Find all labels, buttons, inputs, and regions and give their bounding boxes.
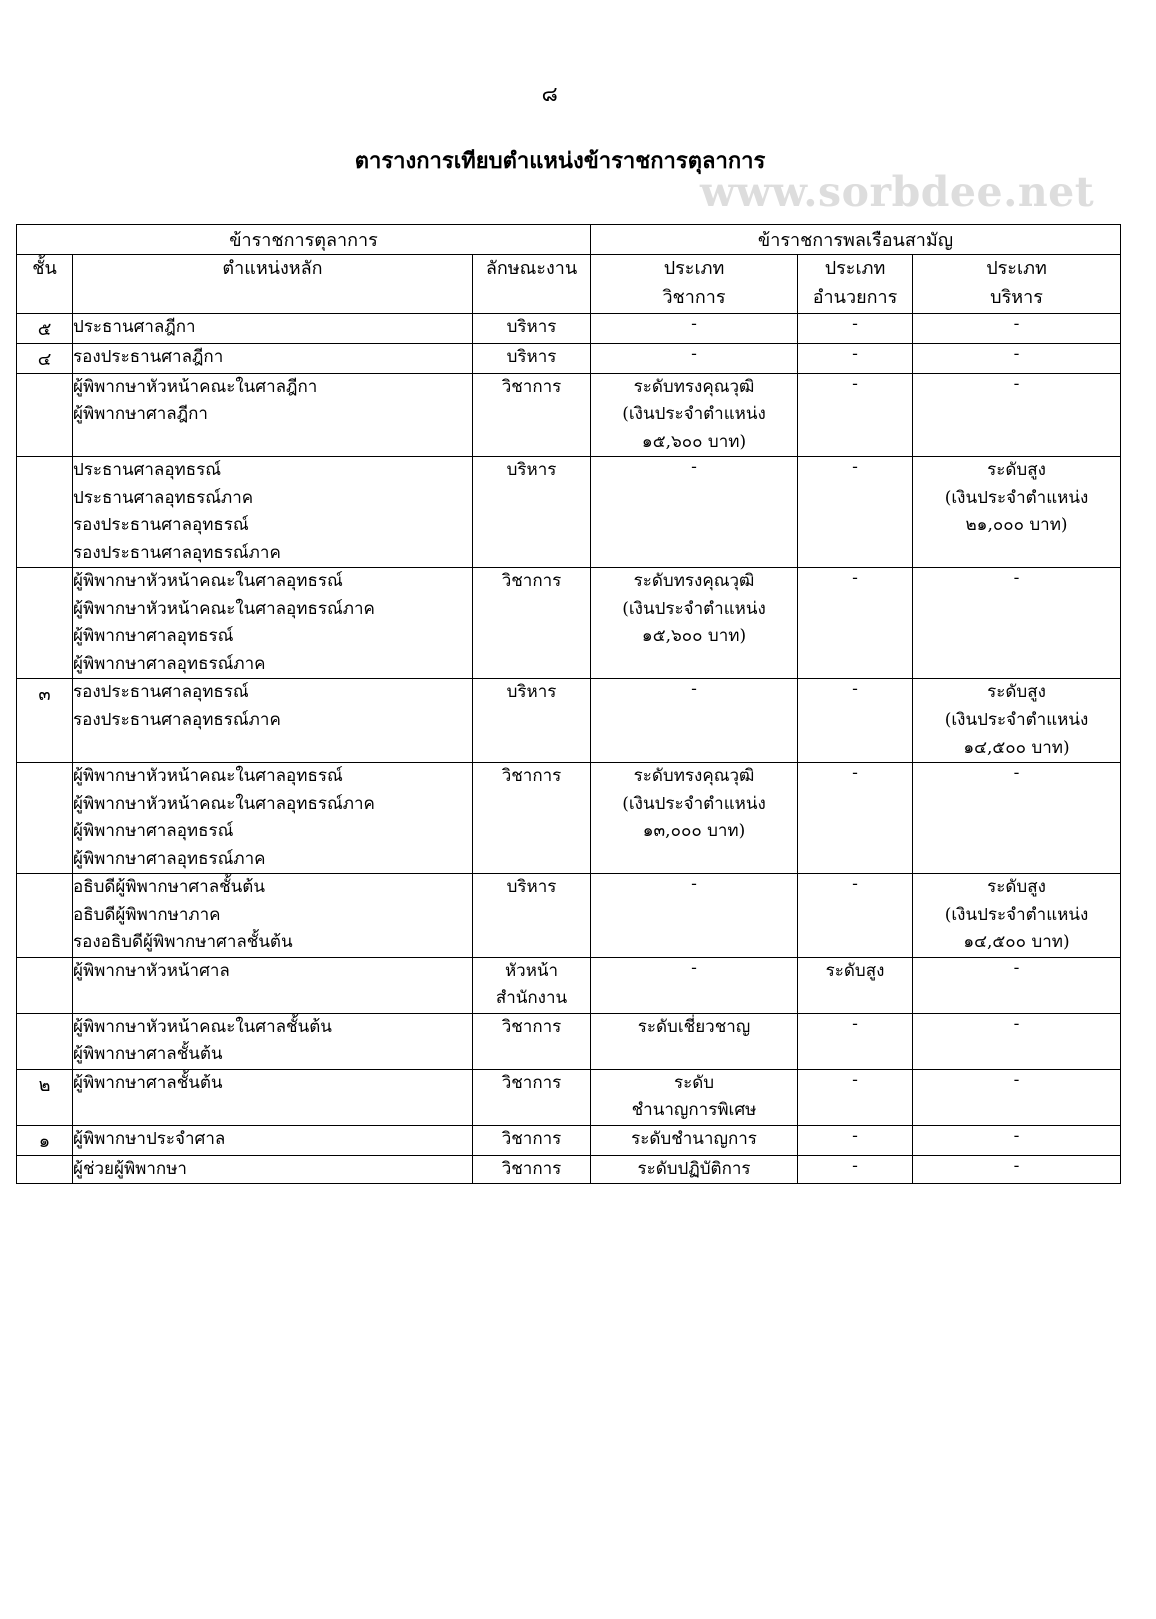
cell-academic — [591, 568, 798, 679]
page-number: ๘ — [541, 82, 559, 106]
cell-work-type — [473, 1155, 591, 1184]
position-name: ผู้พิพากษาศาลอุทธรณ์ภาค — [73, 653, 266, 674]
cell-class — [17, 763, 73, 874]
column-header-executive-line2: บริหาร — [990, 286, 1043, 308]
cell-director: - — [798, 568, 913, 679]
cell-class — [17, 373, 73, 457]
cell-class — [17, 568, 73, 679]
cell-work-type — [473, 874, 591, 958]
group-header-judicial: ข้าราชการตุลาการ — [17, 225, 591, 255]
position-name: รองประธานศาลอุทธรณ์ภาค — [73, 709, 281, 730]
position-name: อธิบดีผู้พิพากษาภาค — [73, 904, 221, 925]
position-name: ประธานศาลอุทธรณ์ — [73, 460, 222, 481]
column-header-executive — [913, 255, 1121, 314]
cell-executive: - — [913, 1069, 1121, 1125]
cell-position-list — [73, 763, 473, 874]
cell-academic-line: ระดับ — [673, 1072, 715, 1093]
work-type-line: วิชาการ — [501, 1016, 562, 1037]
cell-position-list — [73, 1155, 473, 1184]
cell-class — [17, 1155, 73, 1184]
cell-executive — [913, 457, 1121, 568]
work-type-line: บริหาร — [506, 346, 557, 367]
table-row — [17, 313, 1121, 343]
cell-class — [17, 457, 73, 568]
cell-executive — [913, 874, 1121, 958]
position-name: รองประธานศาลอุทธรณ์ — [73, 682, 249, 703]
table-group-header-row — [17, 225, 1121, 255]
table-row — [17, 568, 1121, 679]
cell-director: - — [798, 457, 913, 568]
cell-position-list — [73, 568, 473, 679]
cell-class — [17, 957, 73, 1013]
position-name: ผู้พิพากษาหัวหน้าคณะในศาลอุทธรณ์ภาค — [73, 793, 375, 814]
cell-academic: - — [591, 457, 798, 568]
cell-executive-line: (เงินประจำตำแหน่ง — [944, 709, 1089, 730]
cell-academic-line: ระดับทรงคุณวุฒิ — [633, 571, 755, 592]
position-comparison-table — [16, 224, 1121, 1184]
position-name: ผู้พิพากษาหัวหน้าคณะในศาลอุทธรณ์ภาค — [73, 598, 375, 619]
cell-executive-line: ระดับสูง — [987, 460, 1046, 481]
table-row — [17, 1013, 1121, 1069]
table-column-header-row — [17, 255, 1121, 314]
cell-academic-line: (เงินประจำตำแหน่ง — [622, 404, 766, 425]
cell-executive: - — [913, 1125, 1121, 1155]
cell-academic: - — [591, 957, 798, 1013]
cell-director: - — [798, 373, 913, 457]
cell-director: - — [798, 313, 913, 343]
table-row — [17, 874, 1121, 958]
cell-director: - — [798, 763, 913, 874]
work-type-line: บริหาร — [506, 877, 557, 898]
cell-executive: - — [913, 343, 1121, 373]
cell-executive: - — [913, 957, 1121, 1013]
table-row — [17, 679, 1121, 763]
work-type-line: วิชาการ — [501, 1128, 562, 1149]
cell-executive-line: ระดับสูง — [987, 682, 1046, 703]
cell-position-list — [73, 874, 473, 958]
position-name: ผู้พิพากษาประจำศาล — [73, 1128, 226, 1149]
cell-work-type — [473, 679, 591, 763]
cell-director: - — [798, 343, 913, 373]
work-type-line: วิชาการ — [501, 766, 562, 787]
column-header-position: ตำแหน่งหลัก — [73, 255, 473, 314]
position-name: ผู้พิพากษาศาลฎีกา — [73, 404, 208, 425]
cell-work-type — [473, 1069, 591, 1125]
cell-class — [17, 1013, 73, 1069]
cell-work-type — [473, 568, 591, 679]
table-row — [17, 763, 1121, 874]
column-header-director-line2: อำนวยการ — [812, 286, 898, 308]
position-name: ผู้พิพากษาหัวหน้าคณะในศาลอุทธรณ์ — [73, 766, 343, 787]
position-name: อธิบดีผู้พิพากษาศาลชั้นต้น — [73, 877, 265, 898]
cell-executive: - — [913, 568, 1121, 679]
column-header-academic — [591, 255, 798, 314]
cell-position-list — [73, 1125, 473, 1155]
cell-academic — [591, 763, 798, 874]
cell-director — [798, 957, 913, 1013]
cell-work-type — [473, 1013, 591, 1069]
position-name: รองประธานศาลอุทธรณ์ — [73, 515, 249, 536]
position-name: รองประธานศาลฎีกา — [73, 346, 224, 367]
cell-academic-line: ชำนาญการพิเศษ — [631, 1100, 757, 1121]
cell-work-type — [473, 1125, 591, 1155]
work-type-line: สำนักงาน — [495, 988, 568, 1009]
table-row — [17, 1155, 1121, 1184]
cell-executive: - — [913, 373, 1121, 457]
cell-class: ๓ — [17, 679, 73, 763]
cell-academic-line: ระดับชำนาญการ — [631, 1128, 757, 1149]
column-header-academic-line2: วิชาการ — [662, 286, 726, 308]
cell-position-list — [73, 1069, 473, 1125]
position-name: รองอธิบดีผู้พิพากษาศาลชั้นต้น — [73, 932, 293, 953]
cell-academic — [591, 373, 798, 457]
work-type-line: วิชาการ — [501, 1072, 562, 1093]
cell-position-list — [73, 373, 473, 457]
cell-work-type — [473, 457, 591, 568]
cell-director: - — [798, 1013, 913, 1069]
cell-academic-line: ๑๕,๖๐๐ บาท) — [641, 626, 747, 647]
cell-executive-line: ระดับสูง — [987, 877, 1046, 898]
position-name: รองประธานศาลอุทธรณ์ภาค — [73, 542, 281, 563]
cell-executive-line: (เงินประจำตำแหน่ง — [944, 487, 1089, 508]
cell-executive: - — [913, 763, 1121, 874]
cell-academic-line: (เงินประจำตำแหน่ง — [622, 793, 766, 814]
cell-executive-line: ๑๔,๕๐๐ บาท) — [963, 737, 1070, 758]
cell-position-list — [73, 1013, 473, 1069]
cell-director: - — [798, 1125, 913, 1155]
cell-executive: - — [913, 1155, 1121, 1184]
cell-position-list — [73, 457, 473, 568]
page-title: ตารางการเทียบตำแหน่งข้าราชการตุลาการ — [354, 148, 766, 174]
column-header-executive-line1: ประเภท — [986, 258, 1047, 279]
cell-work-type — [473, 343, 591, 373]
position-name: ผู้พิพากษาหัวหน้าคณะในศาลฎีกา — [73, 376, 318, 397]
cell-director: - — [798, 679, 913, 763]
cell-position-list — [73, 343, 473, 373]
cell-work-type — [473, 373, 591, 457]
column-header-director — [798, 255, 913, 314]
position-name: ผู้พิพากษาหัวหน้าคณะในศาลอุทธรณ์ — [73, 571, 343, 592]
column-header-work-type: ลักษณะงาน — [473, 255, 591, 314]
cell-class: ๔ — [17, 343, 73, 373]
cell-director: - — [798, 1069, 913, 1125]
work-type-line: วิชาการ — [501, 376, 562, 397]
cell-work-type — [473, 763, 591, 874]
cell-academic-line: ระดับทรงคุณวุฒิ — [633, 376, 755, 397]
position-name: ผู้พิพากษาศาลชั้นต้น — [73, 1072, 223, 1093]
work-type-line: วิชาการ — [501, 1158, 562, 1179]
cell-academic: - — [591, 313, 798, 343]
position-name: ประธานศาลฎีกา — [73, 316, 196, 337]
cell-executive: - — [913, 1013, 1121, 1069]
cell-academic-line: ระดับเชี่ยวชาญ — [637, 1016, 751, 1037]
work-type-line: บริหาร — [506, 682, 557, 703]
position-name: ผู้พิพากษาหัวหน้าคณะในศาลชั้นต้น — [73, 1016, 332, 1037]
cell-executive-line: (เงินประจำตำแหน่ง — [944, 904, 1089, 925]
work-type-line: บริหาร — [506, 460, 557, 481]
cell-position-list — [73, 679, 473, 763]
cell-academic-line: ๑๕,๖๐๐ บาท) — [641, 431, 747, 452]
cell-position-list — [73, 957, 473, 1013]
cell-class — [17, 874, 73, 958]
cell-director-line: ระดับสูง — [825, 960, 885, 981]
cell-class: ๑ — [17, 1125, 73, 1155]
position-name: ผู้พิพากษาศาลอุทธรณ์ภาค — [73, 848, 266, 869]
cell-academic — [591, 1125, 798, 1155]
position-name: ผู้พิพากษาศาลอุทธรณ์ — [73, 821, 234, 842]
cell-academic: - — [591, 679, 798, 763]
column-header-class: ชั้น — [17, 255, 73, 314]
cell-academic: - — [591, 874, 798, 958]
cell-work-type — [473, 313, 591, 343]
group-header-civil: ข้าราชการพลเรือนสามัญ — [591, 225, 1121, 255]
cell-academic-line: ระดับปฏิบัติการ — [637, 1158, 751, 1179]
cell-executive-line: ๑๔,๕๐๐ บาท) — [963, 932, 1070, 953]
cell-director: - — [798, 1155, 913, 1184]
cell-academic-line: (เงินประจำตำแหน่ง — [622, 598, 766, 619]
cell-executive: - — [913, 313, 1121, 343]
table-row — [17, 343, 1121, 373]
cell-academic-line: ระดับทรงคุณวุฒิ — [633, 766, 755, 787]
cell-executive — [913, 679, 1121, 763]
cell-academic-line: ๑๓,๐๐๐ บาท) — [642, 821, 746, 842]
cell-class: ๒ — [17, 1069, 73, 1125]
table-row — [17, 957, 1121, 1013]
work-type-line: วิชาการ — [501, 571, 562, 592]
work-type-line: บริหาร — [506, 316, 557, 337]
column-header-academic-line1: ประเภท — [663, 258, 725, 279]
cell-academic — [591, 1013, 798, 1069]
position-name: ผู้ช่วยผู้พิพากษา — [73, 1158, 187, 1179]
cell-academic — [591, 1155, 798, 1184]
cell-work-type — [473, 957, 591, 1013]
position-name: ผู้พิพากษาศาลชั้นต้น — [73, 1044, 223, 1065]
column-header-director-line1: ประเภท — [824, 258, 886, 279]
cell-position-list — [73, 313, 473, 343]
table-row — [17, 1125, 1121, 1155]
position-name: ผู้พิพากษาหัวหน้าศาล — [73, 960, 230, 981]
cell-director: - — [798, 874, 913, 958]
table-row — [17, 457, 1121, 568]
table-body — [17, 313, 1121, 1184]
position-name: ผู้พิพากษาศาลอุทธรณ์ — [73, 626, 234, 647]
table-row — [17, 373, 1121, 457]
work-type-line: หัวหน้า — [504, 960, 559, 981]
cell-class: ๕ — [17, 313, 73, 343]
table-row — [17, 1069, 1121, 1125]
cell-academic — [591, 1069, 798, 1125]
site-watermark: www.sorbdee.net — [700, 168, 1095, 216]
cell-academic: - — [591, 343, 798, 373]
cell-executive-line: ๒๑,๐๐๐ บาท) — [965, 515, 1068, 536]
position-name: ประธานศาลอุทธรณ์ภาค — [73, 487, 254, 508]
